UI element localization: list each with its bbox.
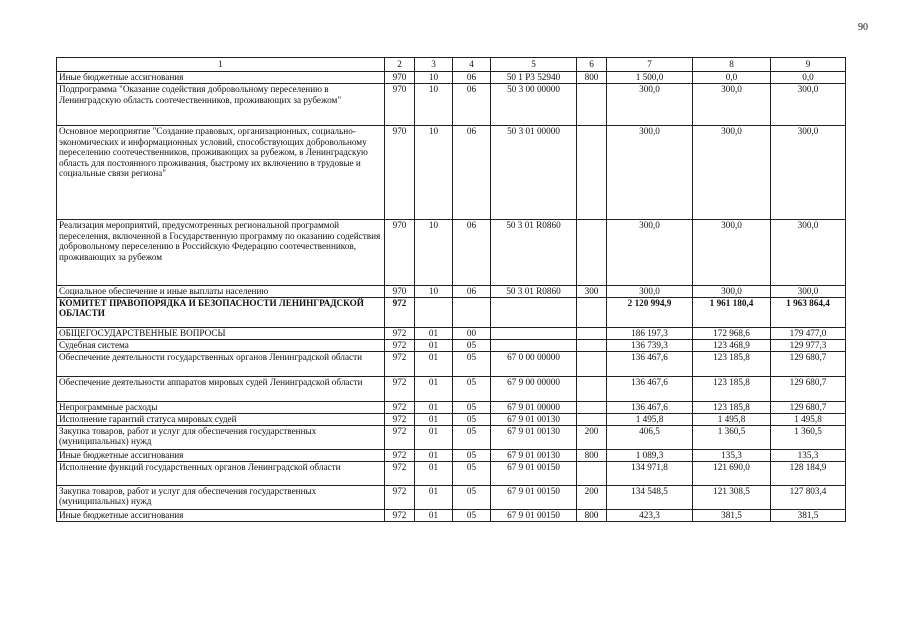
amount-year-2: 0,0 bbox=[693, 72, 771, 84]
target-article-code: 67 9 01 00000 bbox=[491, 401, 577, 413]
column-header: 5 bbox=[491, 58, 577, 72]
amount-year-1: 186 197,3 bbox=[607, 327, 693, 339]
expense-type-code bbox=[577, 351, 607, 376]
amount-year-2: 300,0 bbox=[693, 126, 771, 220]
table-row bbox=[57, 327, 846, 339]
row-name: Исполнение функций государственных органов Ленинградской области bbox=[57, 461, 385, 485]
subsection-code: 05 bbox=[453, 485, 491, 509]
target-article-code: 50 1 Р3 52940 bbox=[491, 72, 577, 84]
amount-year-2: 123 468,9 bbox=[693, 339, 771, 351]
amount-year-3: 0,0 bbox=[771, 72, 846, 84]
ministry-code: 970 bbox=[385, 126, 415, 220]
target-article-code bbox=[491, 297, 577, 327]
target-article-code: 50 3 01 R0860 bbox=[491, 286, 577, 298]
row-name: ОБЩЕГОСУДАРСТВЕННЫЕ ВОПРОСЫ bbox=[57, 327, 385, 339]
subsection-code: 06 bbox=[453, 72, 491, 84]
row-name: Иные бюджетные ассигнования bbox=[57, 72, 385, 84]
subsection-code: 05 bbox=[453, 425, 491, 449]
column-header: 9 bbox=[771, 58, 846, 72]
subsection-code: 06 bbox=[453, 84, 491, 126]
section-code: 01 bbox=[415, 351, 453, 376]
amount-year-1: 1 089,3 bbox=[607, 449, 693, 461]
ministry-code: 970 bbox=[385, 84, 415, 126]
amount-year-2: 123 185,8 bbox=[693, 351, 771, 376]
amount-year-2: 135,3 bbox=[693, 449, 771, 461]
subsection-code: 05 bbox=[453, 449, 491, 461]
column-header: 8 bbox=[693, 58, 771, 72]
ministry-code: 970 bbox=[385, 286, 415, 298]
amount-year-1: 300,0 bbox=[607, 286, 693, 298]
row-name: Исполнение гарантий статуса мировых судей bbox=[57, 413, 385, 425]
section-code: 01 bbox=[415, 485, 453, 509]
table-row bbox=[57, 413, 846, 425]
amount-year-1: 300,0 bbox=[607, 220, 693, 286]
amount-year-2: 121 690,0 bbox=[693, 461, 771, 485]
expense-type-code bbox=[577, 84, 607, 126]
subsection-code: 05 bbox=[453, 401, 491, 413]
table-row bbox=[57, 297, 846, 327]
amount-year-3: 300,0 bbox=[771, 220, 846, 286]
amount-year-1: 406,5 bbox=[607, 425, 693, 449]
expense-type-code bbox=[577, 327, 607, 339]
subsection-code: 05 bbox=[453, 376, 491, 401]
amount-year-3: 179 477,0 bbox=[771, 327, 846, 339]
column-header: 6 bbox=[577, 58, 607, 72]
subsection-code bbox=[453, 297, 491, 327]
ministry-code: 972 bbox=[385, 425, 415, 449]
expense-type-code: 800 bbox=[577, 509, 607, 521]
row-name: Подпрограмма "Оказание содействия добровольному переселению в Ленинградскую область соотечественников, проживающих за рубежом" bbox=[57, 84, 385, 126]
subsection-code: 06 bbox=[453, 286, 491, 298]
amount-year-1: 136 467,6 bbox=[607, 401, 693, 413]
expense-type-code: 800 bbox=[577, 449, 607, 461]
section-code: 01 bbox=[415, 413, 453, 425]
table-row bbox=[57, 286, 846, 298]
section-code: 10 bbox=[415, 84, 453, 126]
page-number: 90 bbox=[858, 22, 868, 33]
amount-year-3: 129 680,7 bbox=[771, 401, 846, 413]
ministry-code: 972 bbox=[385, 327, 415, 339]
amount-year-2: 381,5 bbox=[693, 509, 771, 521]
amount-year-3: 300,0 bbox=[771, 84, 846, 126]
table-row bbox=[57, 126, 846, 220]
column-header: 2 bbox=[385, 58, 415, 72]
table-row bbox=[57, 509, 846, 521]
row-name: Судебная система bbox=[57, 339, 385, 351]
subsection-code: 06 bbox=[453, 220, 491, 286]
table-row bbox=[57, 461, 846, 485]
row-name: Закупка товаров, работ и услуг для обеспечения государственных (муниципальных) нужд bbox=[57, 485, 385, 509]
ministry-code: 970 bbox=[385, 220, 415, 286]
amount-year-1: 1 500,0 bbox=[607, 72, 693, 84]
expense-type-code bbox=[577, 339, 607, 351]
amount-year-3: 129 977,3 bbox=[771, 339, 846, 351]
amount-year-3: 129 680,7 bbox=[771, 376, 846, 401]
ministry-code: 972 bbox=[385, 461, 415, 485]
ministry-code: 972 bbox=[385, 485, 415, 509]
table-row bbox=[57, 401, 846, 413]
expense-type-code bbox=[577, 401, 607, 413]
section-code: 01 bbox=[415, 509, 453, 521]
amount-year-1: 423,3 bbox=[607, 509, 693, 521]
expense-type-code: 200 bbox=[577, 425, 607, 449]
amount-year-2: 1 495,8 bbox=[693, 413, 771, 425]
row-name: Обеспечение деятельности государственных органов Ленинградской области bbox=[57, 351, 385, 376]
section-code: 10 bbox=[415, 220, 453, 286]
amount-year-3: 300,0 bbox=[771, 126, 846, 220]
subsection-code: 06 bbox=[453, 126, 491, 220]
expense-type-code: 800 bbox=[577, 72, 607, 84]
target-article-code: 67 9 01 00150 bbox=[491, 509, 577, 521]
column-header: 3 bbox=[415, 58, 453, 72]
amount-year-3: 128 184,9 bbox=[771, 461, 846, 485]
target-article-code: 67 0 00 00000 bbox=[491, 351, 577, 376]
subsection-code: 05 bbox=[453, 461, 491, 485]
section-code: 01 bbox=[415, 339, 453, 351]
target-article-code: 67 9 00 00000 bbox=[491, 376, 577, 401]
table-row bbox=[57, 485, 846, 509]
budget-table bbox=[56, 57, 846, 522]
row-name: Обеспечение деятельности аппаратов мировых судей Ленинградской области bbox=[57, 376, 385, 401]
amount-year-1: 134 548,5 bbox=[607, 485, 693, 509]
ministry-code: 972 bbox=[385, 351, 415, 376]
expense-type-code bbox=[577, 461, 607, 485]
expense-type-code: 300 bbox=[577, 286, 607, 298]
amount-year-3: 1 495,8 bbox=[771, 413, 846, 425]
row-name: Социальное обеспечение и иные выплаты населению bbox=[57, 286, 385, 298]
table-row bbox=[57, 72, 846, 84]
subsection-code: 00 bbox=[453, 327, 491, 339]
amount-year-2: 1 360,5 bbox=[693, 425, 771, 449]
amount-year-1: 300,0 bbox=[607, 84, 693, 126]
row-name: Реализация мероприятий, предусмотренных региональной программой переселения, включенной в Государственную программу по оказанию содействия добровольному переселению в Российскую Федерацию соотечественников, проживающих за рубежом bbox=[57, 220, 385, 286]
amount-year-2: 121 308,5 bbox=[693, 485, 771, 509]
expense-type-code bbox=[577, 297, 607, 327]
section-code: 10 bbox=[415, 286, 453, 298]
target-article-code: 67 9 01 00130 bbox=[491, 449, 577, 461]
section-code: 01 bbox=[415, 425, 453, 449]
row-name: Закупка товаров, работ и услуг для обеспечения государственных (муниципальных) нужд bbox=[57, 425, 385, 449]
table-row bbox=[57, 339, 846, 351]
section-code: 01 bbox=[415, 327, 453, 339]
ministry-code: 972 bbox=[385, 449, 415, 461]
ministry-code: 972 bbox=[385, 413, 415, 425]
table-row bbox=[57, 84, 846, 126]
expense-type-code bbox=[577, 413, 607, 425]
row-name: Непрограммные расходы bbox=[57, 401, 385, 413]
target-article-code: 67 9 01 00130 bbox=[491, 413, 577, 425]
table-row bbox=[57, 351, 846, 376]
section-code: 01 bbox=[415, 401, 453, 413]
amount-year-3: 129 680,7 bbox=[771, 351, 846, 376]
subsection-code: 05 bbox=[453, 509, 491, 521]
amount-year-3: 300,0 bbox=[771, 286, 846, 298]
ministry-code: 972 bbox=[385, 297, 415, 327]
amount-year-1: 134 971,8 bbox=[607, 461, 693, 485]
expense-type-code bbox=[577, 220, 607, 286]
target-article-code: 67 9 01 00150 bbox=[491, 485, 577, 509]
table-row bbox=[57, 449, 846, 461]
target-article-code: 67 9 01 00150 bbox=[491, 461, 577, 485]
section-code: 10 bbox=[415, 126, 453, 220]
table-row bbox=[57, 220, 846, 286]
amount-year-1: 136 467,6 bbox=[607, 351, 693, 376]
expense-type-code bbox=[577, 126, 607, 220]
ministry-code: 970 bbox=[385, 72, 415, 84]
section-code: 01 bbox=[415, 449, 453, 461]
table-row bbox=[57, 425, 846, 449]
subsection-code: 05 bbox=[453, 351, 491, 376]
section-code: 01 bbox=[415, 376, 453, 401]
amount-year-2: 123 185,8 bbox=[693, 376, 771, 401]
target-article-code: 50 3 01 00000 bbox=[491, 126, 577, 220]
section-code bbox=[415, 297, 453, 327]
amount-year-1: 136 739,3 bbox=[607, 339, 693, 351]
column-header: 4 bbox=[453, 58, 491, 72]
expense-type-code: 200 bbox=[577, 485, 607, 509]
ministry-code: 972 bbox=[385, 339, 415, 351]
row-name: Основное мероприятие "Создание правовых, организационных, социально-экономических и информационных условий, способствующих добровольному переселению соотечественников, проживающих за рубежом, в Ленинградскую область для постоянного проживания, быстрому их включению в трудовые и социальные связи региона" bbox=[57, 126, 385, 220]
target-article-code: 50 3 00 00000 bbox=[491, 84, 577, 126]
amount-year-3: 127 803,4 bbox=[771, 485, 846, 509]
amount-year-1: 136 467,6 bbox=[607, 376, 693, 401]
target-article-code: 50 3 01 R0860 bbox=[491, 220, 577, 286]
amount-year-2: 300,0 bbox=[693, 220, 771, 286]
amount-year-3: 381,5 bbox=[771, 509, 846, 521]
amount-year-1: 2 120 994,9 bbox=[607, 297, 693, 327]
section-code: 10 bbox=[415, 72, 453, 84]
ministry-code: 972 bbox=[385, 509, 415, 521]
row-name: Иные бюджетные ассигнования bbox=[57, 449, 385, 461]
amount-year-1: 1 495,8 bbox=[607, 413, 693, 425]
expense-type-code bbox=[577, 376, 607, 401]
amount-year-1: 300,0 bbox=[607, 126, 693, 220]
target-article-code: 67 9 01 00130 bbox=[491, 425, 577, 449]
row-name: КОМИТЕТ ПРАВОПОРЯДКА И БЕЗОПАСНОСТИ ЛЕНИНГРАДСКОЙ ОБЛАСТИ bbox=[57, 297, 385, 327]
subsection-code: 05 bbox=[453, 413, 491, 425]
amount-year-2: 123 185,8 bbox=[693, 401, 771, 413]
section-code: 01 bbox=[415, 461, 453, 485]
column-header: 1 bbox=[57, 58, 385, 72]
column-header: 7 bbox=[607, 58, 693, 72]
table-row bbox=[57, 376, 846, 401]
subsection-code: 05 bbox=[453, 339, 491, 351]
amount-year-2: 172 968,6 bbox=[693, 327, 771, 339]
amount-year-3: 1 963 864,4 bbox=[771, 297, 846, 327]
amount-year-2: 300,0 bbox=[693, 84, 771, 126]
amount-year-3: 1 360,5 bbox=[771, 425, 846, 449]
amount-year-2: 300,0 bbox=[693, 286, 771, 298]
table-header-row bbox=[57, 58, 846, 72]
target-article-code bbox=[491, 327, 577, 339]
amount-year-3: 135,3 bbox=[771, 449, 846, 461]
target-article-code bbox=[491, 339, 577, 351]
ministry-code: 972 bbox=[385, 376, 415, 401]
amount-year-2: 1 961 180,4 bbox=[693, 297, 771, 327]
row-name: Иные бюджетные ассигнования bbox=[57, 509, 385, 521]
ministry-code: 972 bbox=[385, 401, 415, 413]
